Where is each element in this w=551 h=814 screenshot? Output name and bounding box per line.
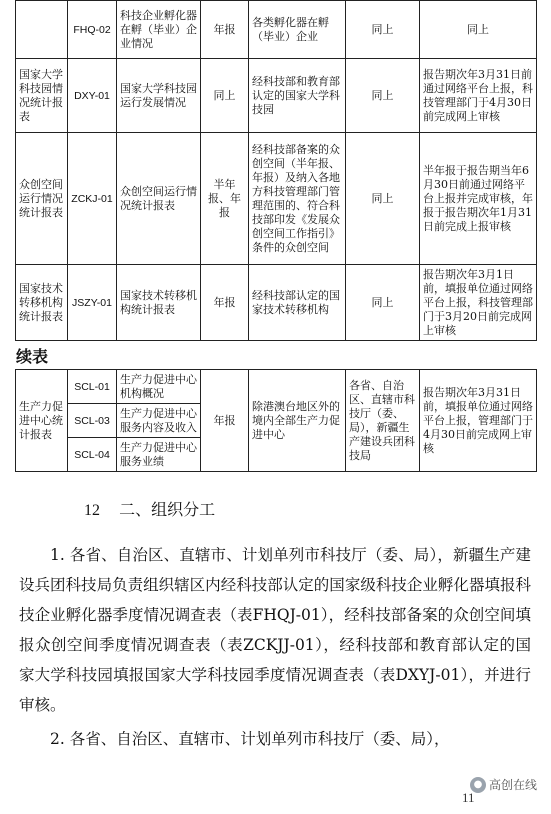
- deadline: 同上: [420, 1, 537, 59]
- form-title: 众创空间运行情况统计报表: [117, 133, 201, 265]
- form-code: FHQ-02: [68, 1, 117, 59]
- form-title: 生产力促进中心服务业绩: [117, 438, 201, 472]
- form-title: 生产力促进中心服务内容及收入: [117, 404, 201, 438]
- statistics-table: [15, 0, 537, 341]
- table-row: [16, 59, 537, 133]
- report-period: 年报: [201, 1, 249, 59]
- paragraph-text: 2. 各省、自治区、直辖市、计划单列市科技厅（委、局），: [50, 730, 450, 748]
- form-group-name: 生产力促进中心统计报表: [16, 370, 68, 472]
- form-group-name: [16, 1, 68, 59]
- reporting-unit: 同上: [346, 59, 420, 133]
- form-code: SCL-04: [68, 438, 117, 472]
- form-group-name: 国家大学科技园情况统计报表: [16, 59, 68, 133]
- form-title: 国家技术转移机构统计报表: [117, 265, 201, 341]
- form-group-name: 众创空间运行情况统计报表: [16, 133, 68, 265]
- report-scope: 经科技部认定的国家技术转移机构: [249, 265, 346, 341]
- form-code: DXY-01: [68, 59, 117, 133]
- report-scope: 经科技部备案的众创空间（半年报、年报）及纳入各地方科技管理部门管理范围的、符合科技部印发《发展众创空间工作指引》条件的众创空间: [249, 133, 346, 265]
- form-title: 国家大学科技园运行发展情况: [117, 59, 201, 133]
- reporting-unit: 各省、自治区、直辖市科技厅（委、局），新疆生产建设兵团科技局: [346, 370, 420, 472]
- deadline: 报告期次年3月31日前通过网络平台上报，科技管理部门于4月30日前完成网上审核: [420, 59, 537, 133]
- report-period: 年报: [201, 265, 249, 341]
- report-period: 年报: [201, 370, 249, 472]
- deadline: 半年报于报告期当年6月30日前通过网络平台上报并完成审核，年报于报告期次年1月31日前完成上报审核: [420, 133, 537, 265]
- paragraph-2: [19, 724, 531, 754]
- section-heading: [84, 497, 215, 520]
- watermark-text: 高创在线: [488, 778, 537, 792]
- form-code: SCL-03: [68, 404, 117, 438]
- continuation-table: [15, 369, 537, 472]
- report-period: 半年报、年报: [201, 133, 249, 265]
- report-period: 同上: [201, 59, 249, 133]
- report-scope: 各类孵化器在孵（毕业）企业: [249, 1, 346, 59]
- paragraph-1: [19, 540, 531, 720]
- table-row: [16, 1, 537, 59]
- report-scope: 经科技部和教育部认定的国家大学科技园: [249, 59, 346, 133]
- chat-bubble-icon: ●: [470, 777, 486, 793]
- form-title: 生产力促进中心机构概况: [117, 370, 201, 404]
- table-row: [16, 133, 537, 265]
- reporting-unit: 同上: [346, 265, 420, 341]
- section-title: 二、组织分工: [119, 500, 216, 519]
- form-group-name: 国家技术转移机构统计报表: [16, 265, 68, 341]
- form-code: SCL-01: [68, 370, 117, 404]
- form-code: ZCKJ-01: [68, 133, 117, 265]
- page-number: 11: [462, 790, 475, 805]
- report-scope: 除港澳台地区外的境内全部生产力促进中心: [249, 370, 346, 472]
- table-row: [16, 370, 537, 404]
- continuation-label: 续表: [16, 347, 49, 366]
- table-row: [16, 265, 537, 341]
- reporting-unit: 同上: [346, 1, 420, 59]
- deadline: 报告期次年3月31日前，填报单位通过网络平台上报，管理部门于4月30日前完成网上审核: [420, 370, 537, 472]
- section-number: 12: [84, 502, 100, 519]
- paragraph-text: 1. 各省、自治区、直辖市、计划单列市科技厅（委、局），新疆生产建设兵团科技局负责组织辖区内经科技部认定的国家级科技企业孵化器填报科技企业孵化器季度情况调查表（表FHQJ-01），经科技部备案的众创空间填报众创空间季度情况调查表（表ZCKJJ-01），经科技部和教育部认定的国家大学科技园填报国家大学科技园季度情况调查表（表DXYJ-01），并进行审核。: [19, 546, 531, 714]
- form-code: JSZY-01: [68, 265, 117, 341]
- reporting-unit: 同上: [346, 133, 420, 265]
- deadline: 报告期次年3月1日前，填报单位通过网络平台上报，科技管理部门于3月20日前完成网上审核: [420, 265, 537, 341]
- form-title: 科技企业孵化器在孵（毕业）企业情况: [117, 1, 201, 59]
- watermark: [470, 776, 537, 793]
